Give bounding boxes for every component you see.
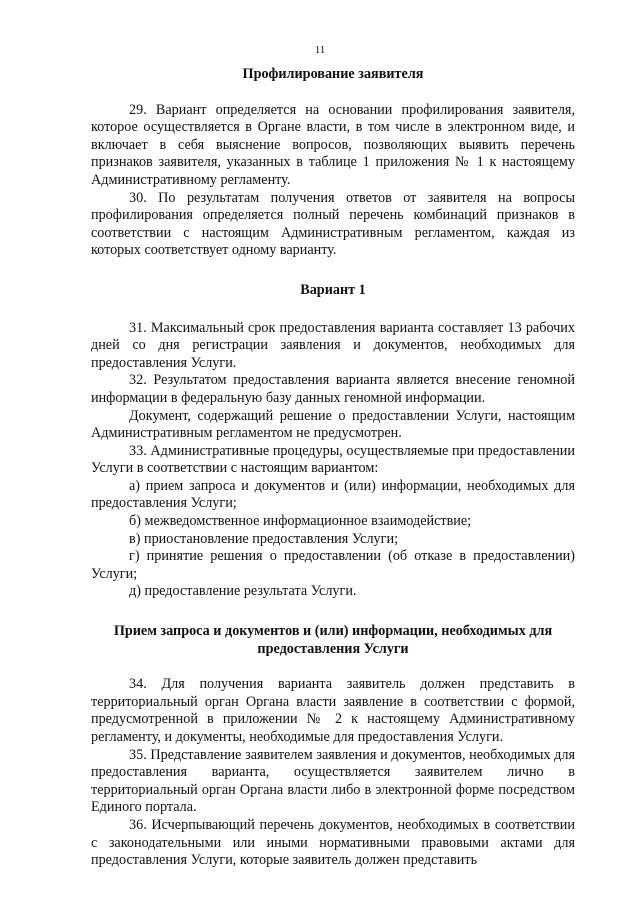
list-item-g: г) принятие решения о предоставлении (об отказе в предоставлении) Услуги; — [91, 548, 575, 582]
paragraph-34: 34. Для получения варианта заявитель должен представить в территориальный орган Органа власти заявление в соответствии с формой, предусмотренной в приложении № 2 к настоящему Административному регламенту, и документы, необходимые для предоставления Услуги. — [91, 676, 575, 745]
section-heading-line-2: предоставления Услуги — [257, 640, 409, 657]
list-item-a: а) прием запроса и документов и (или) информации, необходимых для предоставления Услуги; — [91, 477, 575, 512]
list-item-d: д) предоставление результата Услуги. — [129, 583, 357, 600]
document-body — [91, 66, 575, 870]
section-heading-variant-1: Вариант 1 — [300, 281, 366, 298]
section-heading-profiling: Профилирование заявителя — [242, 66, 424, 82]
paragraph-31: 31. Максимальный срок предоставления варианта составляет 13 рабочих дней со дня регистрации заявления и документов, необходимых для предоставления Услуги. — [91, 319, 575, 371]
list-item-v: в) приостановление предоставления Услуги; — [129, 530, 399, 547]
page-number: 11 — [314, 44, 326, 56]
paragraph-29: 29. Вариант определяется на основании профилирования заявителя, которое осуществляется в Органе власти, в том числе в электронном виде, и включает в себя выяснение вопросов, позволяющих выявить перечень признаков заявителя, указанных в таблице 1 приложения № 1 к настоящему Административному регламенту. — [91, 101, 575, 188]
section-heading-line-1: Прием запроса и документов и (или) информации, необходимых для — [113, 623, 553, 640]
paragraph-35: 35. Представление заявителем заявления и документов, необходимых для предоставления варианта, осуществляется заявителем лично в территориальный орган Органа власти либо в электронной форме посредством Единого портала. — [91, 746, 575, 816]
paragraph-32-document: Документ, содержащий решение о предоставлении Услуги, настоящим Административным регламентом не предусмотрен. — [91, 407, 575, 442]
paragraph-32: 32. Результатом предоставления варианта является внесение геномной информации в федеральную базу данных геномной информации. — [91, 372, 575, 406]
paragraph-36: 36. Исчерпывающий перечень документов, необходимых в соответствии с законодательными или иными нормативными правовыми актами для предоставления Услуги, которые заявитель должен представить — [91, 816, 575, 869]
paragraph-33: 33. Административные процедуры, осуществляемые при предоставлении Услуги в соответствии с настоящим вариантом: — [91, 442, 575, 477]
paragraph-30: 30. По результатам получения ответов от заявителя на вопросы профилирования определяется полный перечень комбинаций признаков в соответствии с настоящим Административным регламентом, каждая из которых соответствует одному варианту. — [91, 189, 575, 259]
section-heading-request-intake — [91, 623, 575, 658]
list-item-b: б) межведомственное информационное взаимодействие; — [129, 513, 472, 530]
